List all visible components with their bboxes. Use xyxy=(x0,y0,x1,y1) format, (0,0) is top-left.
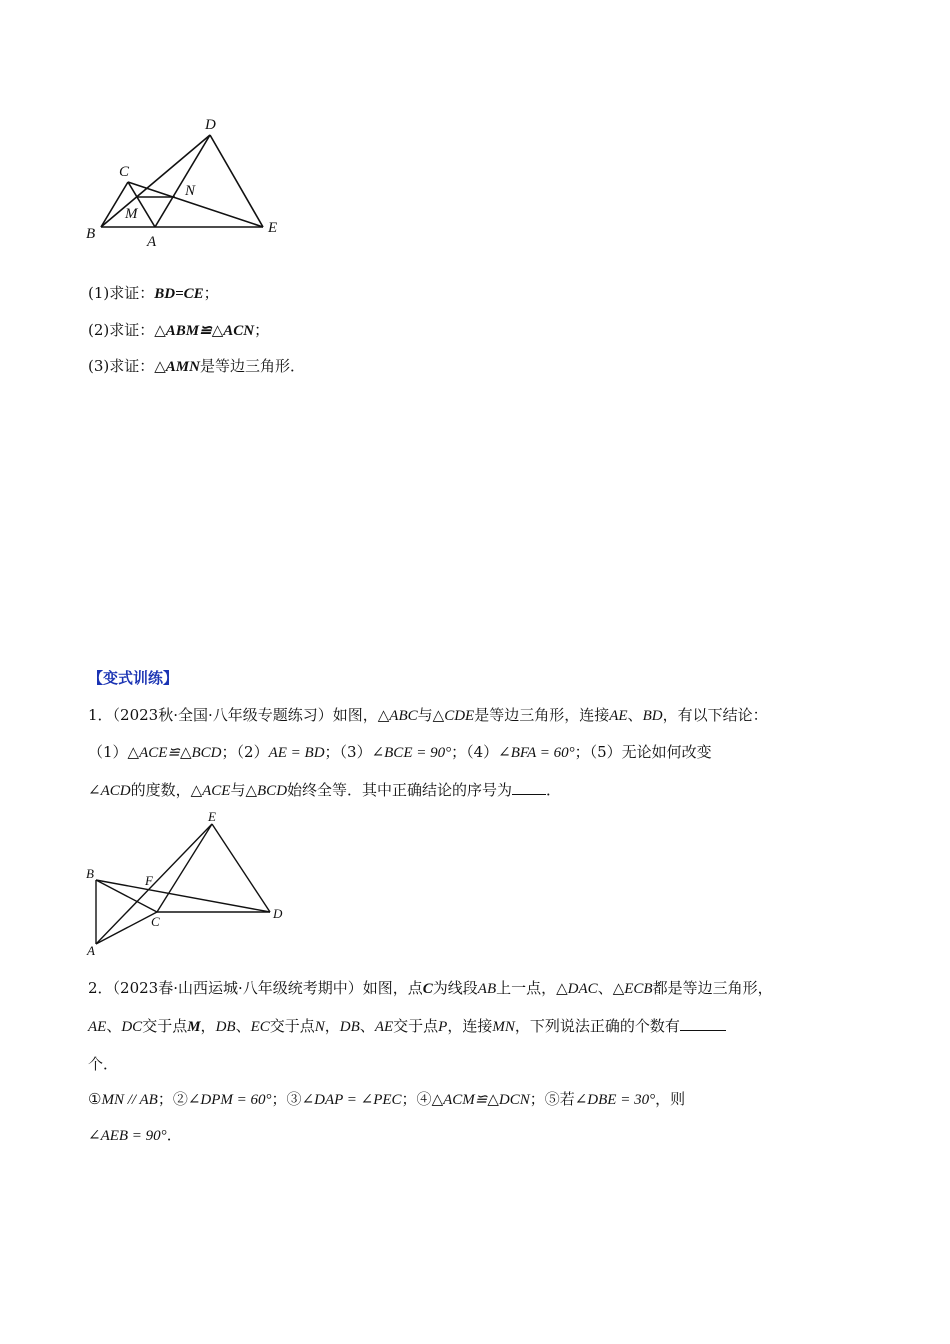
q1-conclusion-number: ；（2） xyxy=(221,743,269,761)
q2-text: 交于点 xyxy=(142,1017,188,1035)
q2-point-C: C xyxy=(422,981,433,997)
label-E: E xyxy=(268,220,278,236)
figure-2-triangles xyxy=(80,808,295,958)
q2-text: ． xyxy=(166,1126,182,1144)
q2-text: 交于点 xyxy=(393,1017,439,1035)
segment-BC xyxy=(101,182,128,227)
q2-source: （2023春·山西运城·八年级统考期中）如图，点 xyxy=(112,979,423,997)
q1-math: BD xyxy=(642,708,663,724)
q1-math: AE = BD xyxy=(268,745,325,761)
q2-text: 交于点 xyxy=(269,1017,315,1035)
q2-text: 、 xyxy=(359,1017,375,1035)
q2-math: ∠AEB = 90° xyxy=(88,1128,167,1144)
q2-statement-number: ① xyxy=(88,1090,102,1108)
q1-text: 与 xyxy=(417,706,433,724)
part-2-prefix: 求证： xyxy=(109,321,155,339)
label-C: C xyxy=(151,914,160,929)
label-A: A xyxy=(87,943,95,958)
q1-math: △ACE≌△BCD xyxy=(127,745,222,761)
q2-math: DC xyxy=(121,1019,143,1035)
segment-CE xyxy=(157,824,212,912)
q1-text: 始终全等．其中正确结论的序号为 xyxy=(287,781,513,799)
label-B: B xyxy=(86,226,96,242)
q2-math: △ECB xyxy=(612,981,653,997)
part-2 xyxy=(88,320,269,341)
q2-text: 都是等边三角形， xyxy=(652,979,773,997)
q2-math: MN xyxy=(492,1019,515,1035)
q2-line-5 xyxy=(88,1125,182,1146)
part-2-suffix: ； xyxy=(254,321,270,339)
q2-statement-number: ；② xyxy=(157,1090,188,1108)
label-A: A xyxy=(147,234,157,250)
q1-text: 的度数， xyxy=(130,781,191,799)
q2-text: ，下列说法正确的个数有 xyxy=(514,1017,680,1035)
q1-line-2 xyxy=(88,742,712,763)
part-3-number: (3) xyxy=(88,357,110,375)
q2-math: P xyxy=(438,1019,448,1035)
q2-text: 、 xyxy=(235,1017,251,1035)
q1-text: 是等边三角形，连接 xyxy=(474,706,610,724)
q1-math: △BCD xyxy=(245,783,288,799)
q2-math: ∠DBE = 30° xyxy=(574,1092,656,1108)
q1-source: （2023秋·全国·八年级专题练习）如图， xyxy=(112,706,378,724)
part-1-number: (1) xyxy=(88,284,110,302)
q2-line-4 xyxy=(88,1089,685,1110)
segment-AD xyxy=(155,135,210,227)
figure-1-triangles xyxy=(80,110,290,250)
q2-math: ∠DPM = 60° xyxy=(187,1092,272,1108)
q2-text: 、 xyxy=(597,979,613,997)
part-1-prefix: 求证： xyxy=(109,284,155,302)
label-E: E xyxy=(208,809,216,824)
q1-math: △ACE xyxy=(190,783,231,799)
segment-DE xyxy=(210,135,263,227)
q2-text: ，则 xyxy=(655,1090,686,1108)
q2-math: N xyxy=(314,1019,325,1035)
q2-math: DB xyxy=(215,1019,236,1035)
q2-math: AE xyxy=(374,1019,394,1035)
q2-math: AB xyxy=(477,981,497,997)
q1-math: △ABC xyxy=(377,708,418,724)
q2-answer-blank[interactable] xyxy=(680,1016,726,1031)
part-1-math: BD=CE xyxy=(154,286,204,302)
q2-line-3: 个． xyxy=(88,1055,119,1073)
q1-text: 与 xyxy=(230,781,246,799)
q2-text: 为线段 xyxy=(432,979,478,997)
q2-statement-number: ；⑤若 xyxy=(529,1090,575,1108)
q1-math: ∠BCE = 90° xyxy=(371,745,452,761)
q2-math: AE xyxy=(88,1019,107,1035)
q1-math: △CDE xyxy=(432,708,475,724)
label-C: C xyxy=(119,164,130,180)
label-B: B xyxy=(86,866,94,881)
q1-text: ，有以下结论： xyxy=(662,706,768,724)
q2-math: ∠DAP = ∠PEC xyxy=(301,1092,402,1108)
q2-math: EC xyxy=(250,1019,270,1035)
label-D: D xyxy=(205,117,216,133)
q1-math: ∠BFA = 60° xyxy=(498,745,575,761)
q1-math: ∠ACD xyxy=(88,783,131,799)
q2-math: DB xyxy=(339,1019,360,1035)
q1-text: 、 xyxy=(627,706,643,724)
q1-conclusion-number: （1） xyxy=(88,743,128,761)
segment-BD xyxy=(101,135,210,227)
part-1 xyxy=(88,283,219,304)
q1-conclusion-number: ；（3） xyxy=(324,743,372,761)
q2-text: 上一点， xyxy=(496,979,557,997)
part-3-prefix: 求证： xyxy=(109,357,155,375)
section-heading: 【变式训练】 xyxy=(88,669,179,687)
label-D: D xyxy=(273,906,283,921)
segment-BD xyxy=(96,880,270,912)
q1-answer-blank[interactable] xyxy=(512,780,546,795)
q2-statement-number: ；③ xyxy=(271,1090,302,1108)
q2-point-M: M xyxy=(187,1019,201,1035)
segment-CE xyxy=(128,182,263,227)
q2-math: MN // AB xyxy=(101,1092,158,1108)
q2-text: ， xyxy=(324,1017,340,1035)
part-3 xyxy=(88,356,305,377)
q2-math: △DAC xyxy=(556,981,598,997)
q1-conclusion-number: ；（4） xyxy=(451,743,499,761)
part-2-number: (2) xyxy=(88,321,110,339)
segment-ED xyxy=(212,824,270,912)
label-M: M xyxy=(125,206,138,222)
q2-text: 、 xyxy=(106,1017,122,1035)
q1-math: AE xyxy=(609,708,628,724)
q1-conclusion-number: ；（5）无论如何改变 xyxy=(574,743,712,761)
q1-text: ． xyxy=(546,781,562,799)
q2-text: ，连接 xyxy=(447,1017,493,1035)
q2-statement-number: ；④ xyxy=(401,1090,432,1108)
q2-math: △ACM≌△DCN xyxy=(431,1092,530,1108)
q2-line-2 xyxy=(88,1016,726,1037)
label-N: N xyxy=(185,183,196,199)
q2-line-1 xyxy=(88,978,773,999)
q2-text: ， xyxy=(200,1017,216,1035)
label-F: F xyxy=(145,873,153,888)
part-2-math: △ABM≌△ACN xyxy=(154,323,255,339)
part-3-suffix: 是等边三角形． xyxy=(199,357,305,375)
q1-line-3 xyxy=(88,780,561,801)
q1-line-1 xyxy=(88,705,768,726)
q1-number: 1． xyxy=(88,706,113,724)
q2-number: 2． xyxy=(88,979,113,997)
part-3-math: △AMN xyxy=(154,359,200,375)
part-1-suffix: ； xyxy=(203,284,219,302)
segment-AC xyxy=(96,912,157,944)
